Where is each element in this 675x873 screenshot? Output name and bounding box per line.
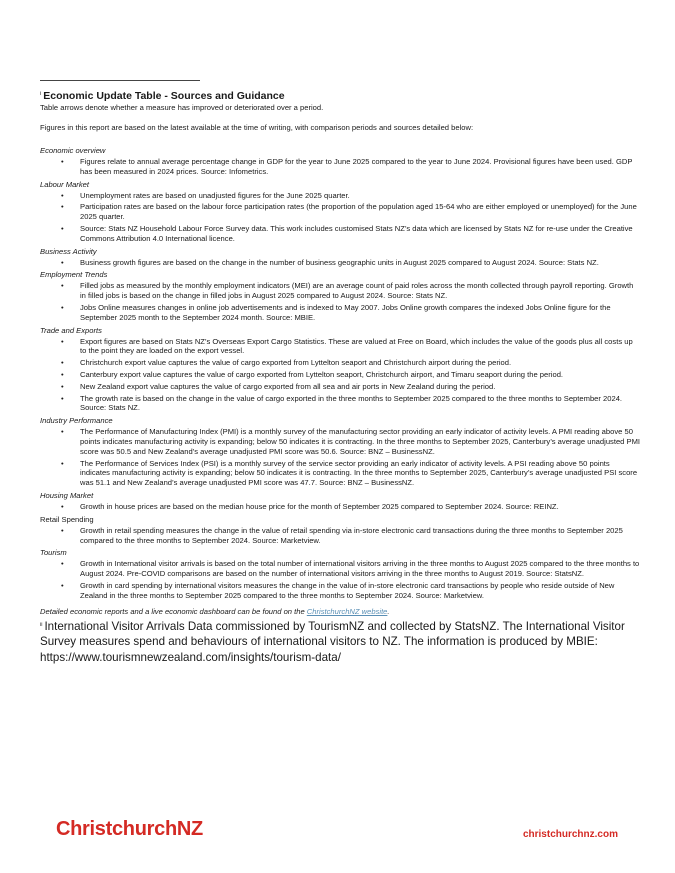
list-item (40, 258, 640, 268)
section-title: Housing Market (40, 490, 94, 500)
list-item (40, 191, 640, 201)
section-list (40, 337, 640, 414)
list-item-text: Source: Stats NZ Household Labour Force Survey data. This work includes customised Stats NZ’s data which are licensed by Stats NZ for re-use under the Creative Commons Attribution 4.0 International licence. (80, 223, 633, 243)
detail-text: Detailed economic reports and a live economic dashboard can be found on the (40, 606, 307, 616)
list-item-text: Growth in International visitor arrivals is based on the total number of international visitors arriving in the three months to August 2025 compared to the three months to August 2024. Pre-COVID comparisons are based on the number of international visitors arriving in the three months to August 2019. Source: StatsNZ. (80, 559, 640, 579)
list-item-text: The Performance of Manufacturing Index (PMI) is a monthly survey of the manufacturing sector providing an early indicator of activity levels. A PMI reading above 50 points indicates manufacturing activity is expanding; below 50 indicates it is contracting. In the three months to September 2025, Canterbury’s average unadjusted PMI score was 50.5 and New Zealand’s average unadjusted PMI score was 50.6. Source: BNZ – BusinessNZ. (80, 427, 641, 456)
source-sections (40, 146, 640, 601)
bullet-icon: • (61, 427, 64, 437)
bullet-icon: • (61, 358, 64, 368)
bullet-icon: • (61, 381, 64, 391)
bullet-icon: • (61, 336, 64, 346)
list-item (40, 202, 640, 222)
section-title: Industry Performance (40, 416, 113, 426)
section-list (40, 427, 640, 488)
list-item-text: Jobs Online measures changes in online job advertisements and is indexed to May 2007. Jobs Online growth compares the indexed Jobs Online figure for the September 2025 month to the September 2024 month. Source: MBIE. (80, 302, 611, 322)
list-item (40, 459, 640, 488)
section-title: Retail Spending (40, 514, 94, 524)
list-item (40, 157, 640, 177)
intro-figures: Figures in this report are based on the latest available at the time of writing, with comparison periods and sources detailed below: (40, 123, 474, 132)
section-list (40, 191, 640, 244)
list-item (40, 394, 640, 414)
list-item (40, 358, 640, 368)
section-title: Employment Trends (40, 270, 108, 280)
christchurchnz-logo: ChristchurchNZ (56, 818, 203, 840)
bullet-icon: • (61, 157, 64, 166)
footnote-marker: i (40, 91, 42, 97)
list-item (40, 559, 640, 579)
list-item-text: Growth in house prices are based on the median house price for the month of September 2025 compared to September 2024. Source: REINZ. (80, 501, 559, 511)
intro-arrows: Table arrows denote whether a measure has improved or deteriorated over a period. (40, 103, 324, 112)
list-item (40, 224, 640, 244)
list-item-text: Canterbury export value captures the value of cargo exported from Lyttelton seaport, Christchurch airport, and Timaru seaport during the period. (80, 369, 564, 379)
section-list (40, 281, 640, 322)
section-title: Economic overview (40, 146, 106, 155)
list-item-text: Growth in retail spending measures the change in the value of retail spending via in-store electronic card transactions during the three months to September 2025 compared to the three months to September 2024. Source: Marketview. (80, 525, 623, 545)
list-item-text: Business growth figures are based on the change in the number of business geographic units in August 2025 compared to August 2024. Source: Stats NZ. (80, 257, 599, 267)
list-item-text: Christchurch export value captures the value of cargo exported from Lyttelton seaport and Christchurch airport during the period. (80, 358, 512, 368)
section-title: Trade and Exports (40, 325, 102, 335)
list-item-text: Export figures are based on Stats NZ’s Overseas Export Cargo Statistics. These are valued at Free on Board, which includes the value of the goods plus all costs up to the point they are loaded on the export vessel. (80, 336, 633, 356)
bullet-icon: • (61, 580, 64, 590)
section-list (40, 502, 640, 512)
footnotes-content (40, 87, 640, 665)
christchurchnz-website-link[interactable]: ChristchurchNZ website (306, 606, 388, 616)
section-list (40, 526, 640, 546)
heading-title: Economic Update Table - Sources and Guidance (43, 90, 285, 102)
list-item-text: Filled jobs as measured by the monthly employment indicators (MEI) are an average count of paid roles across the month collected through payroll reporting. Growth in filled jobs is based on the change in filled jobs in August 2025 compared to August 2024. Source: Stats NZ. (80, 281, 634, 301)
section-list (40, 258, 640, 268)
visitor-footnote (40, 618, 640, 666)
list-item-text: Unemployment rates are based on unadjusted figures for the June 2025 quarter. (80, 190, 350, 200)
list-item-text: The Performance of Services Index (PSI) is a monthly survey of the service sector providing an early indicator of activity levels. A PSI reading above 50 points indicates manufacturing activity is expanding; below 50 indicates it is contracting. In the three months to September 2025, Canterbury’s average unadjusted PSI score was 51.1 and New Zealand’s average unadjusted PMI score was 47.7. Source: BNZ – BusinessNZ. (80, 458, 638, 488)
list-item-text: Growth in card spending by international visitors measures the change in the value of in-store electronic card transactions by people who reside outside of New Zealand in the three months to September 2025 compared to the three months to September 2024. Source: Marketview. (80, 580, 615, 600)
bullet-icon: • (61, 281, 64, 291)
bullet-icon: • (61, 525, 64, 535)
list-item (40, 502, 640, 512)
footnote-separator (40, 80, 200, 81)
list-item (40, 581, 640, 601)
list-item (40, 370, 640, 380)
list-item (40, 337, 640, 357)
footnote-heading (40, 87, 640, 103)
list-item (40, 427, 640, 456)
list-item-text: The growth rate is based on the change in the value of cargo exported in the three months to September 2025 compared to the three months to September 2024. Source: Stats NZ. (80, 393, 623, 413)
bullet-icon: • (61, 369, 64, 379)
list-item-text: Participation rates are based on the labour force participation rates (the proportion of the population aged 15-64 who are either employed or unemployed) for the June 2025 quarter. (80, 202, 637, 222)
section-title: Tourism (40, 548, 67, 558)
section-title: Labour Market (40, 179, 89, 189)
section-list (40, 157, 640, 177)
bullet-icon: • (61, 501, 64, 511)
visitor-footnote-text: International Visitor Arrivals Data commissioned by TourismNZ and collected by StatsNZ. The International Visitor Survey measures spend and behaviours of international visitors to NZ. The information is produced by MBIE: https://www.tourismnewzealand.com/insights/tourism-data/ (40, 619, 625, 664)
bullet-icon: • (61, 190, 64, 200)
list-item (40, 281, 640, 301)
list-item (40, 526, 640, 546)
bullet-icon: • (61, 223, 64, 233)
bullet-icon: • (61, 302, 64, 312)
list-item-text: Figures relate to annual average percentage change in GDP for the year to June 2025 compared to the year to June 2024. Provisional figures have been used. GDP has been measured in 2024 prices. Source: Infometrics. (80, 157, 633, 176)
bullet-icon: • (61, 257, 64, 267)
bullet-icon: • (61, 458, 64, 468)
bullet-icon: • (61, 202, 64, 212)
list-item (40, 303, 640, 323)
section-list (40, 559, 640, 600)
footer-website: christchurchnz.com (522, 829, 618, 840)
detail-end: . (387, 606, 390, 616)
detail-note (40, 607, 640, 617)
section-title: Business Activity (40, 246, 97, 256)
bullet-icon: • (61, 393, 64, 403)
list-item (40, 382, 640, 392)
footnote-marker-ii: ii (40, 621, 43, 628)
bullet-icon: • (61, 559, 64, 569)
list-item-text: New Zealand export value captures the value of cargo exported from all sea and air ports in New Zealand during the period. (80, 381, 496, 391)
